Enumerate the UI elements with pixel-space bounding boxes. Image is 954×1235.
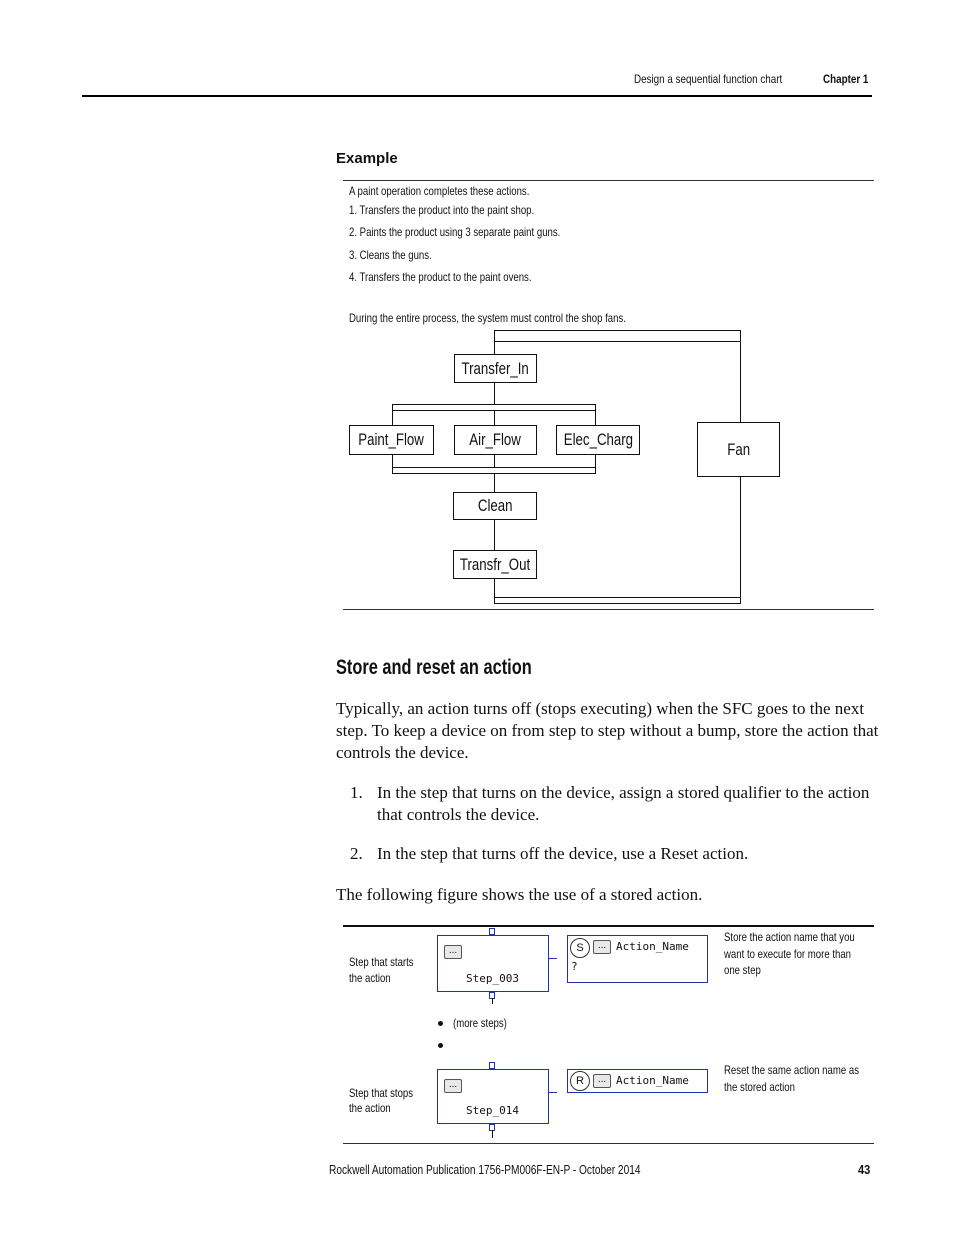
- step-014-dots-button[interactable]: ...: [444, 1079, 462, 1093]
- wire-bottom: [494, 579, 495, 604]
- step-clean: [453, 492, 537, 520]
- list-item-1: [377, 782, 869, 826]
- section-para: [336, 698, 878, 764]
- figure-bottom-rule: [343, 1143, 874, 1144]
- list-item-2-number: 2.: [350, 844, 363, 863]
- loop-right-upper: [740, 330, 741, 422]
- example-step-1: 1. Transfers the product into the paint shop.: [349, 203, 535, 217]
- step-014-bottom-wire: [492, 1130, 493, 1138]
- step-fan-label: Fan: [727, 439, 750, 459]
- example-title: Example: [336, 150, 398, 167]
- wire-ti-branch: [494, 383, 495, 404]
- branch-top-1: [392, 404, 596, 405]
- header-section-title: Design a sequential function chart: [634, 72, 783, 86]
- step-transfr-out: [453, 550, 537, 579]
- figure-intro: The following figure shows the use of a stored action.: [336, 885, 703, 904]
- step-air-flow-label: Air_Flow: [469, 430, 522, 449]
- branch-mid-in: [494, 410, 495, 425]
- row1-label-line-1: Step that starts: [349, 955, 414, 969]
- step-003-bottom-wire: [492, 998, 493, 1004]
- qualifier-r[interactable]: R: [570, 1071, 590, 1091]
- section-para-line-3: controls the device.: [336, 743, 469, 762]
- action-reset-name: Action_Name: [616, 1074, 689, 1087]
- action-reset-dots-button[interactable]: ...: [593, 1074, 611, 1088]
- row1-note-line-1: Store the action name that you: [724, 930, 855, 944]
- branch-bottom-1: [392, 467, 596, 468]
- qualifier-s[interactable]: S: [570, 938, 590, 958]
- more-steps-label: (more steps): [453, 1016, 507, 1030]
- wire-top: [494, 330, 495, 354]
- example-step-2: 2. Paints the product using 3 separate paint guns.: [349, 225, 561, 239]
- row1-label-line-2: the action: [349, 971, 391, 985]
- step-elec-charg: [556, 425, 640, 455]
- step-air-flow: [454, 425, 537, 455]
- example-top-rule: [343, 180, 874, 181]
- section-para-line-1: Typically, an action turns off (stops executing) when the SFC goes to the next: [336, 699, 865, 718]
- list-item-1-line-1: In the step that turns on the device, assign a stored qualifier to the action: [377, 783, 870, 802]
- step-clean-label: Clean: [477, 496, 513, 515]
- step-transfer-in-label: Transfer_In: [461, 358, 530, 378]
- example-step-4: 4. Transfers the product to the paint ovens.: [349, 270, 532, 284]
- row2-note-line-2: the stored action: [724, 1080, 795, 1094]
- footer-page-number: 43: [858, 1162, 871, 1177]
- list-item-1-number: 1.: [350, 783, 363, 802]
- list-item-1-line-2: that controls the device.: [377, 805, 540, 824]
- action-store-body: ?: [571, 960, 578, 973]
- wire-to-transfr: [494, 520, 495, 550]
- step-fan: [697, 422, 780, 477]
- branch-right-in: [595, 404, 596, 425]
- step-003-box[interactable]: [437, 935, 549, 992]
- step-paint-flow-label: Paint_Flow: [358, 430, 425, 449]
- step-014-top-connector: [489, 1062, 495, 1069]
- header-rule: [82, 95, 872, 97]
- step-014-action-link: [549, 1089, 557, 1093]
- row1-note-line-2: want to execute for more than: [724, 947, 852, 961]
- row2-label-line-1: Step that stops: [349, 1086, 414, 1100]
- step-003-name: Step_003: [466, 972, 519, 985]
- bullet-2: [438, 1043, 443, 1048]
- branch-left-out: [392, 455, 393, 474]
- step-transfer-in: [454, 354, 537, 383]
- branch-right-out: [595, 455, 596, 474]
- step-003-action-link: [549, 955, 557, 959]
- bullet-1: [438, 1021, 443, 1026]
- action-store-dots-button[interactable]: ...: [593, 940, 611, 954]
- loop-bottom-inner: [494, 597, 741, 598]
- action-reset-box[interactable]: [567, 1069, 708, 1093]
- step-003-dots-button[interactable]: ...: [444, 945, 462, 959]
- loop-top-inner: [494, 341, 741, 342]
- action-store-box[interactable]: [567, 935, 708, 983]
- step-014-box[interactable]: [437, 1069, 549, 1124]
- action-store-name: Action_Name: [616, 940, 689, 953]
- loop-top-outer: [494, 330, 741, 331]
- section-para-line-2: step. To keep a device on from step to step without a bump, store the action that: [336, 721, 879, 740]
- row2-label-line-2: the action: [349, 1101, 391, 1115]
- example-bottom-rule: [343, 609, 874, 610]
- step-paint-flow: [349, 425, 434, 455]
- row1-note-line-3: one step: [724, 963, 761, 977]
- step-transfr-out-label: Transfr_Out: [459, 554, 531, 574]
- row2-note-line-1: Reset the same action name as: [724, 1063, 860, 1077]
- loop-right-lower: [740, 477, 741, 604]
- figure-top-rule: [343, 925, 874, 927]
- section-title: Store and reset an action: [336, 656, 532, 679]
- wire-to-clean: [494, 473, 495, 492]
- header-chapter: Chapter 1: [823, 72, 869, 86]
- step-003-top-connector: [489, 928, 495, 935]
- example-note: During the entire process, the system must control the shop fans.: [349, 311, 626, 325]
- branch-left-in: [392, 404, 393, 425]
- footer-publication: Rockwell Automation Publication 1756-PM006F-EN-P - October 2014: [329, 1162, 641, 1177]
- list-item-2-line-1: In the step that turns off the device, use a Reset action.: [377, 844, 749, 863]
- example-intro: A paint operation completes these actions.: [349, 184, 530, 198]
- loop-bottom-outer: [494, 603, 741, 604]
- example-step-3: 3. Cleans the guns.: [349, 248, 432, 262]
- step-014-name: Step_014: [466, 1104, 519, 1117]
- step-elec-charg-label: Elec_Charg: [563, 430, 633, 449]
